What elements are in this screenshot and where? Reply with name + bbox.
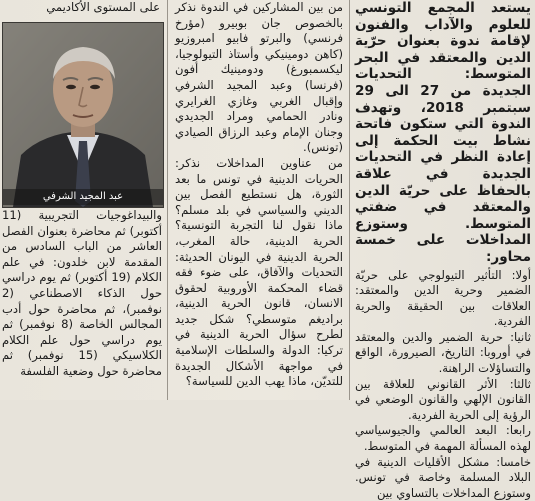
article-middle-column bbox=[175, 0, 343, 400]
portrait-illustration bbox=[3, 23, 163, 207]
article-paragraph: أولا: التأثير التيولوجي على حريّة الضمير وحرية الدين والمعتقد: العلاقات بين الحقيقة والحرية الفردية. bbox=[355, 267, 531, 329]
article-paragraph: خامسا: مشكل الأقليات الدينية في البلاد المسلمة وخاصة في تونس. وستوزع المداخلات بالتساوي بين bbox=[355, 454, 531, 500]
column-divider bbox=[349, 0, 350, 400]
article-paragraph: من عناوين المداخلات نذكر: الحريات الدينية في تونس ما بعد الثورة، هل نستطيع الفصل بين الديني والسياسي في بلد مسلم؟ ماذا نقول لنا التجربة التونسية؟ الحرية الدينية، حالة المغرب، الحرية الدينية في اليونان الحديثة: التحديات والآفاق، على ضوء فقه قضاء المحكمة الأوروبية لحقوق الانسان، قانون الحرية الدينية، براديغم متوسطي؟ شكل جديد لطرح سؤال الحرية الدينية في تركيا: الدولة والسلطات الإسلامية في مواجهة الأشكال الجديدة للتديّن، ماذا يهب الدين للسياسة؟ bbox=[175, 155, 343, 389]
article-paragraph: من بين المشاركين في الندوة نذكر بالخصوص جان بوبيرو (مؤرخ فرنسي) والبرتو فابيو امبروزيو (كاهن دومينيكي وأستاذ التيولوجيا، ليكسمبورغ) ودومينيك أفون (فرنسا) وعبد المجيد الشرفي وإقبال الغربي وغازي الغرايري ونادر الحمامي ومراد الجديدي وجنان الإمام وعبد الرزاق الصيادي (تونس). bbox=[175, 0, 343, 155]
article-paragraph: رابعا: البعد العالمي والجيوسياسي لهذه المسألة المهمة في المتوسط. bbox=[355, 423, 531, 454]
article-paragraph: والبيداغوجيات التجريبية (11 أكتوبر) ثم محاضرة بعنوان الفصل العاشر من الباب السادس من المقدمة لابن خلدون: في علم الكلام (19 أكتوبر) ثم يوم دراسي حول الذكاء الاصطناعي (2 نوفمبر)، ثم محاضرة حول أدب المجالس الخاصة (8 نوفمبر) ثم يوم دراسي حول علم الكلام الكلاسيكي (15 نوفمبر) ثم محاضرة حول وضعية الفلسفة bbox=[2, 208, 162, 378]
column-divider bbox=[167, 0, 168, 400]
portrait-photo bbox=[2, 22, 164, 208]
article-paragraph: ثانيا: حرية الضمير والدين والمعتقد في أوروبا: التاريخ، الصيرورة، الواقع والتساؤلات الراهنة. bbox=[355, 329, 531, 376]
photo-caption: عبد المجيد الشرفي bbox=[3, 189, 163, 205]
article-paragraph: على المستوى الأكاديمي bbox=[46, 0, 160, 14]
article-right-column bbox=[355, 0, 531, 500]
article-left-column-top bbox=[2, 0, 160, 22]
article-lead: يستعد المجمع التونسي للعلوم والآداب والفنون لإقامة ندوة بعنوان حرّية الدين والمعتقد في البحر المتوسط: التحديات الجديدة من 27 الى 29 سبتمبر 2018، وتهدف الندوة التي ستكون فاتحة نشاط بيت الحكمة إلى إعادة النظر في التحديات الجديدة في علاقة بالحفاظ على حريّة الدين والمعتقد في ضفتي المتوسط. وستوزع المداخلات على خمسة محاور: bbox=[355, 0, 531, 265]
article-left-column-bottom bbox=[2, 208, 162, 400]
article-paragraph: ثالثا: الأثر القانوني للعلاقة بين القانون الإلهي والقانون الوضعي في الرؤية إلى الحرية الفردية. bbox=[355, 376, 531, 422]
